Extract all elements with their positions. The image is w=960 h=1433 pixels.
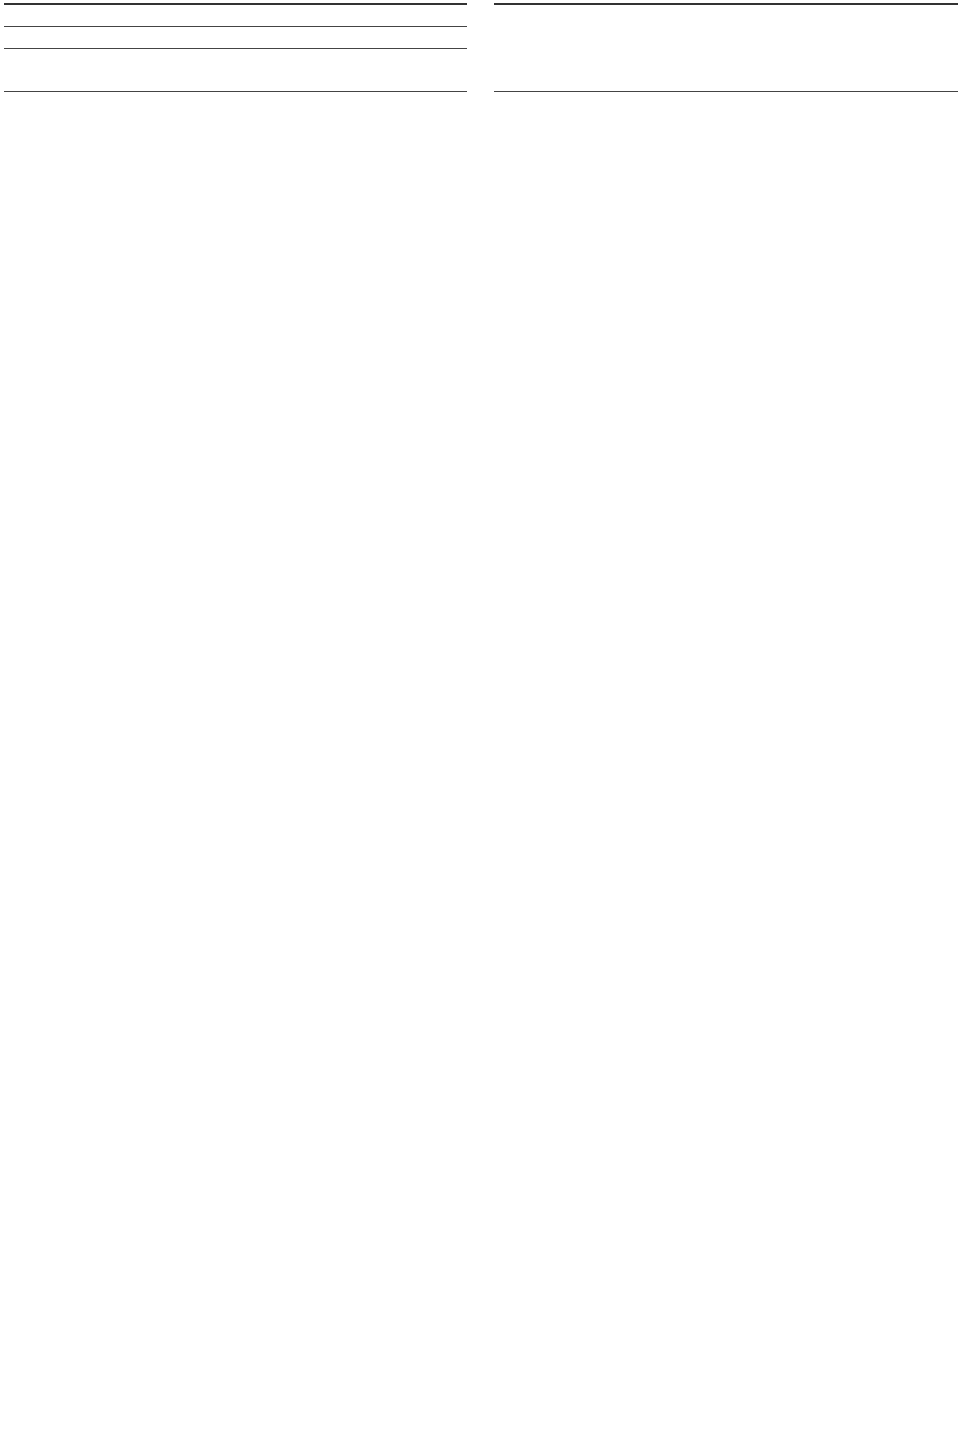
screening-row-2 (494, 70, 958, 92)
left-column (4, 3, 467, 92)
population-row (4, 27, 467, 49)
section-title-row (4, 3, 467, 27)
right-column (494, 3, 958, 92)
area-row-2 (4, 70, 467, 91)
services-heading (494, 27, 958, 49)
spacer (494, 5, 958, 27)
town-list (4, 91, 467, 92)
screening-row-1 (494, 49, 958, 70)
area-row (4, 49, 467, 70)
